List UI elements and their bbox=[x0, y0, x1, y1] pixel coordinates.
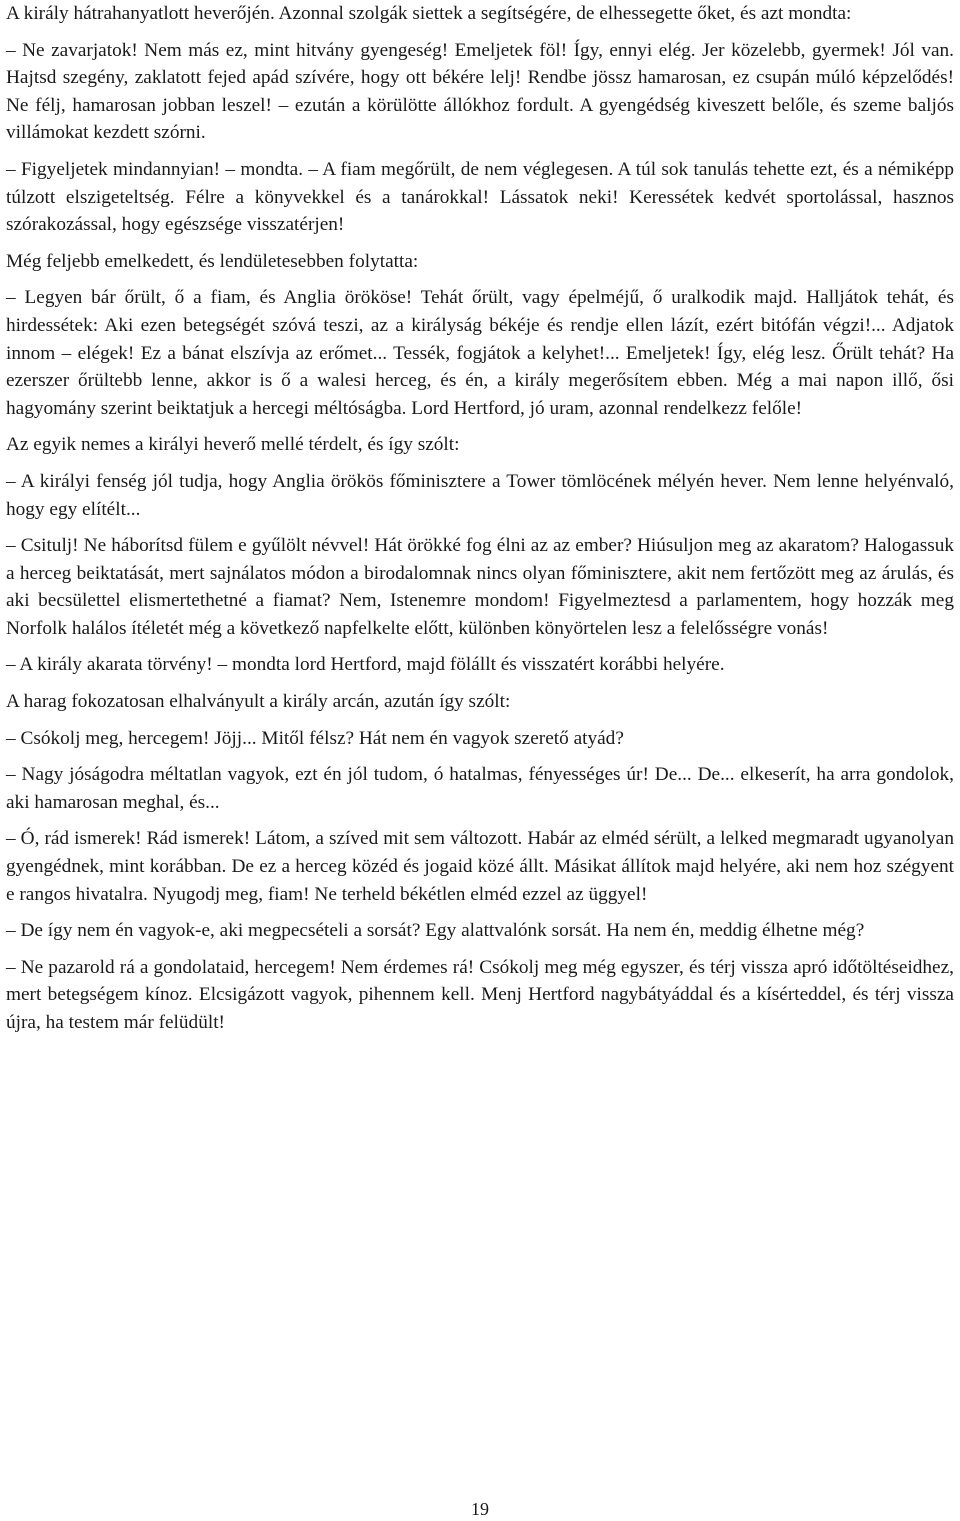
paragraph: A harag fokozatosan elhalványult a király arcán, azután így szólt: bbox=[6, 691, 511, 713]
paragraph: – De így nem én vagyok-e, aki megpecsételi a sorsát? Egy alattvalónk sorsát. Ha nem én, meddig élhetne még? bbox=[6, 920, 865, 942]
paragraph: – Figyeljetek mindannyian! – mondta. – A fiam megőrült, de nem véglegesen. A túl sok tanulás tehette ezt, és a némiképp túlzott elszigeteltség. Félre a könyvekkel és a tanárokkal! Lássatok neki! Keressétek kedvét sportolással, hasznos szórakozással, hogy egészsége visszatérjen! bbox=[6, 158, 954, 236]
paragraph: Az egyik nemes a királyi heverő mellé térdelt, és így szólt: bbox=[6, 434, 460, 456]
page-number: 19 bbox=[471, 1499, 489, 1519]
paragraph: Még feljebb emelkedett, és lendületesebben folytatta: bbox=[6, 250, 419, 272]
paragraph: – Nagy jóságodra méltatlan vagyok, ezt én jól tudom, ó hatalmas, fényességes úr! De... De... elkeserít, ha arra gondolok, aki hamarosan meghal, és... bbox=[6, 764, 954, 813]
paragraph: – A király akarata törvény! – mondta lord Hertford, majd fölállt és visszatért korábbi helyére. bbox=[6, 654, 725, 676]
paragraph: – Ne zavarjatok! Nem más ez, mint hitvány gyengeség! Emeljetek föl! Így, ennyi elég. Jer közelebb, gyermek! Jól van. Hajtsd szegény, zaklatott fejed apád szívére, hogy ott békére lelj! Rendbe jössz hamarosan, ez csupán múló képzelődés! Ne félj, hamarosan jobban leszel! – ezután a körülötte állókhoz fordult. A gyengédség kiveszett belőle, és szeme baljós villámokat kezdett szórni. bbox=[6, 39, 954, 144]
paragraph: – Csitulj! Ne háborítsd fülem e gyűlölt névvel! Hát örökké fog élni az az ember? Hiúsuljon meg az akaratom? Halogassuk a herceg beiktatását, mert sajnálatos módon a birodalomnak nincs olyan főminisztere, akit nem fertőzött meg az árulás, és aki becsülettel elismertethetné a fiamat? Nem, Istenemre mondom! Figyelmeztesd a parlamentem, hogy hozzák meg Norfolk halálos ítéletét még a következő napfelkelte előtt, különben könyörtelen lesz a felelősségre vonás! bbox=[6, 535, 954, 639]
paragraph: A király hátrahanyatlott heverőjén. Azonnal szolgák siettek a segítségére, de elhessegette őket, és azt mondta: bbox=[6, 3, 852, 24]
paragraph: – A királyi fenség jól tudja, hogy Anglia örökös főminisztere a Tower tömlöcének mélyén hever. Nem lenne helyénvaló, hogy egy elítélt... bbox=[6, 470, 954, 520]
paragraph: – Ó, rád ismerek! Rád ismerek! Látom, a szíved mit sem változott. Habár az elméd sérült, a lelked megmaradt ugyanolyan gyengédnek, mint korábban. De ez a herceg közéd és jogaid közé állt. Másikat állítok majd helyére, aki nem hoz szégyent e rangos hivatalra. Nyugodj meg, fiam! Ne terheld békétlen elméd ezzel az üggyel! bbox=[6, 828, 954, 905]
paragraph: – Legyen bár őrült, ő a fiam, és Anglia örököse! Tehát őrült, vagy épelméjű, ő uralkodik majd. Halljátok tehát, és hirdessétek: Aki ezen betegségét szóvá teszi, az a királyság békéje és rendje ellen lázít, ezért bitófán végzi!... Adjatok innom – elégek! Ez a bánat elszívja az erőmet... Tessék, fogjátok a kelyhet!... Emeljetek! Így, elég lesz. Őrült tehát? Ha ezerszer őrültebb lenne, akkor is ő a walesi herceg, és én, a király megerősítem ebben. Még a mai napon illő, ősi hagyomány szerint beiktatjuk a hercegi méltóságba. Lord Hertford, jó uram, azonnal rendelkezz felőle! bbox=[6, 287, 954, 419]
paragraph: – Csókolj meg, hercegem! Jöjj... Mitől félsz? Hát nem én vagyok szerető atyád? bbox=[6, 727, 624, 749]
paragraph: – Ne pazarold rá a gondolataid, hercegem! Nem érdemes rá! Csókolj meg még egyszer, és térj vissza apró időtöltéseidhez, mert betegségem kínoz. Elcsigázott vagyok, pihennem kell. Menj Hertford nagybátyáddal és a kísérteddel, és térj vissza újra, ha testem már felüdült! bbox=[6, 956, 954, 1033]
